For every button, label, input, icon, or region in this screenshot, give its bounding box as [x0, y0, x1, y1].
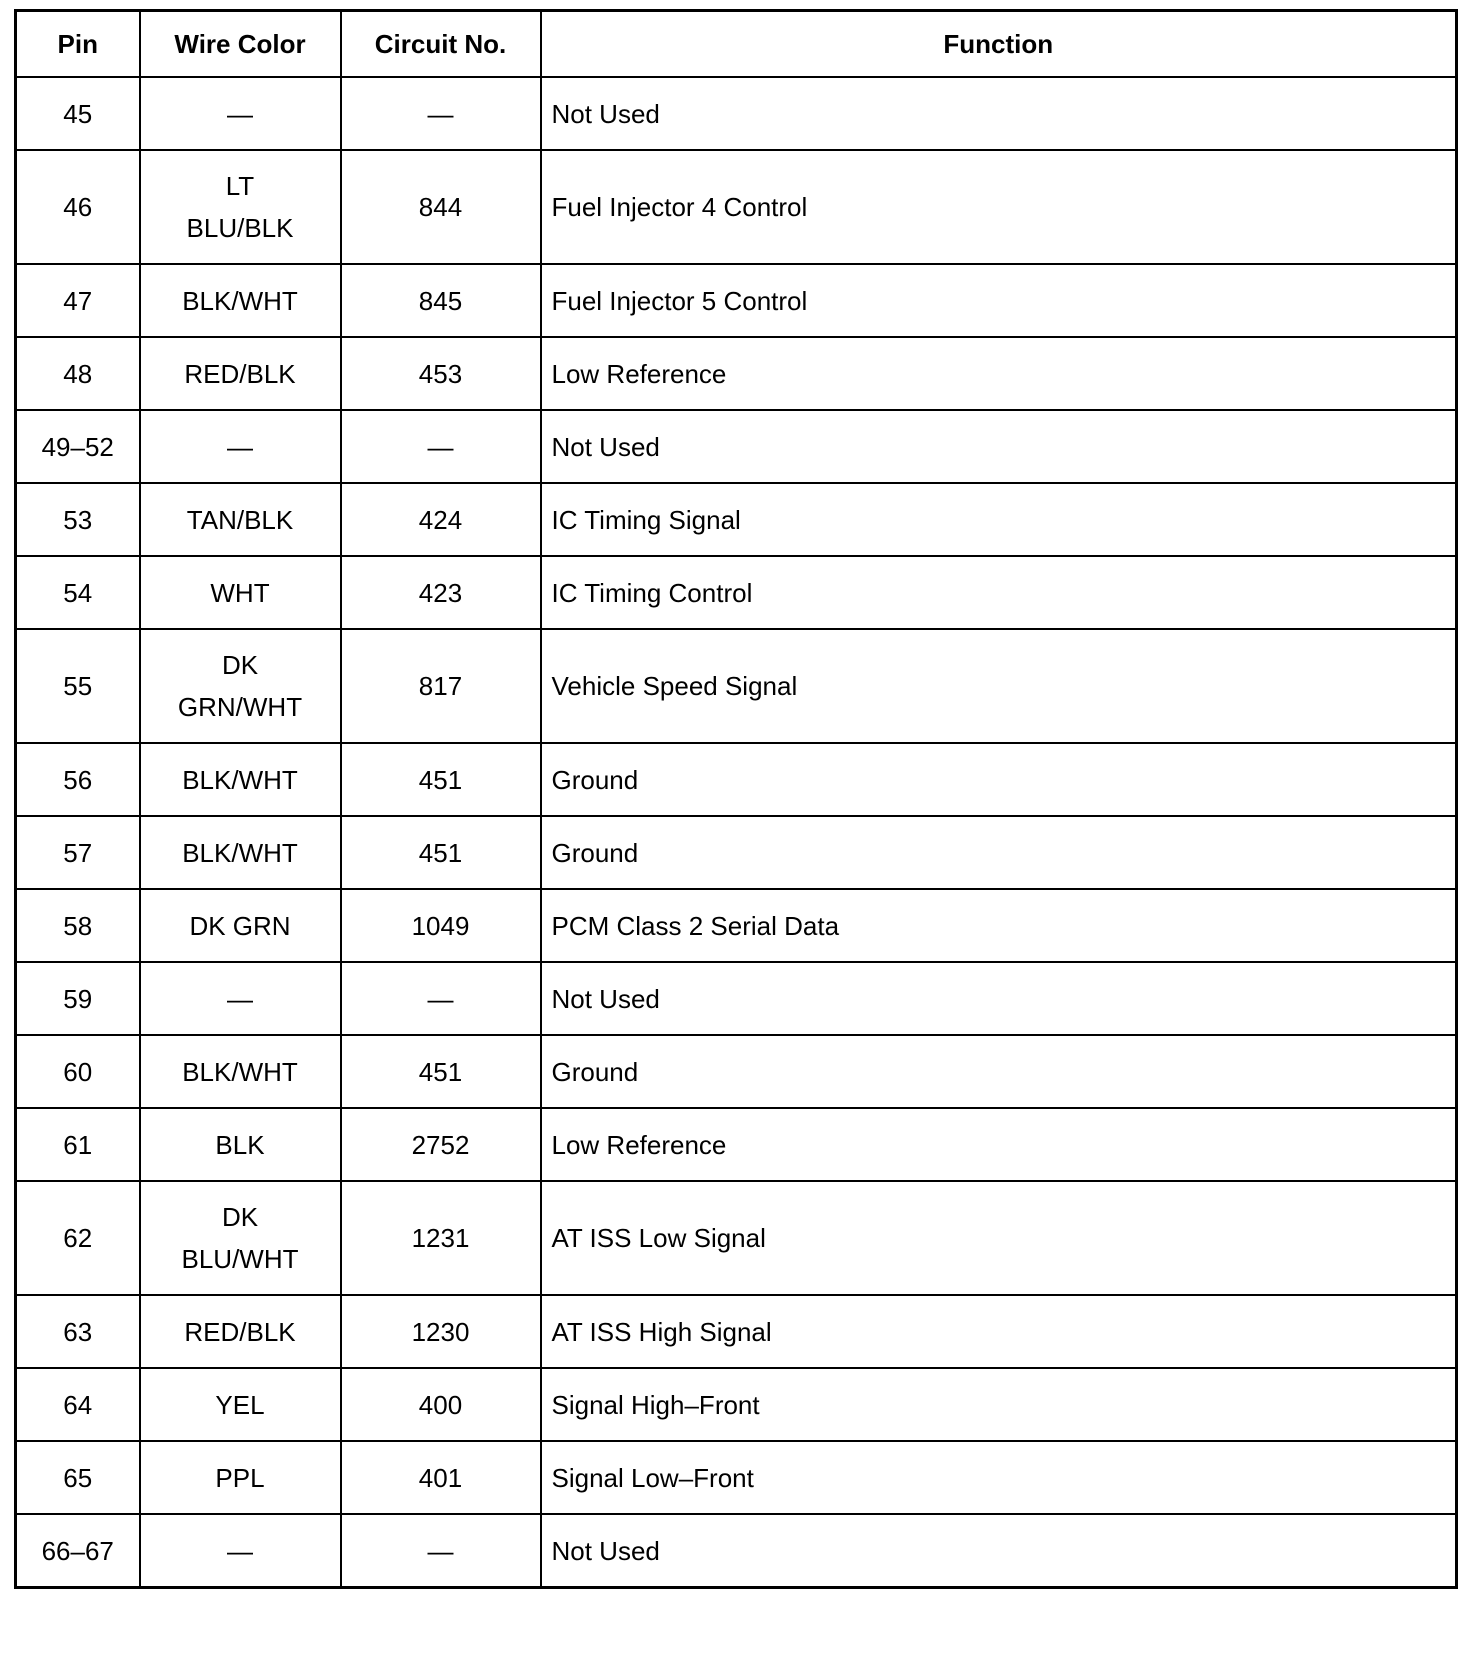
cell-pin: 53 — [16, 483, 140, 556]
cell-wire-color — [140, 743, 341, 816]
cell-function: Not Used — [541, 77, 1457, 150]
pin-table — [14, 9, 1458, 1589]
table-row — [16, 1181, 1457, 1295]
cell-function: PCM Class 2 Serial Data — [541, 889, 1457, 962]
cell-function: Ground — [541, 816, 1457, 889]
cell-function: Not Used — [541, 962, 1457, 1035]
cell-function: IC Timing Signal — [541, 483, 1457, 556]
cell-wire-color — [140, 1295, 341, 1368]
table-row — [16, 337, 1457, 410]
header-row — [16, 11, 1457, 78]
cell-pin: 57 — [16, 816, 140, 889]
cell-pin: 66–67 — [16, 1514, 140, 1588]
table-row — [16, 483, 1457, 556]
cell-function: Ground — [541, 743, 1457, 816]
cell-circuit-no: 1230 — [341, 1295, 541, 1368]
cell-function: Fuel Injector 4 Control — [541, 150, 1457, 264]
table-row — [16, 410, 1457, 483]
wire-color-line: — — [227, 1535, 253, 1566]
cell-pin: 45 — [16, 77, 140, 150]
cell-circuit-no: 844 — [341, 150, 541, 264]
header-wire-color: Wire Color — [140, 11, 341, 78]
cell-circuit-no: — — [341, 1514, 541, 1588]
cell-circuit-no: 451 — [341, 816, 541, 889]
wire-color-line: — — [227, 98, 253, 129]
cell-pin: 54 — [16, 556, 140, 629]
cell-function: Not Used — [541, 1514, 1457, 1588]
cell-function: Ground — [541, 1035, 1457, 1108]
table-row — [16, 77, 1457, 150]
cell-circuit-no: 424 — [341, 483, 541, 556]
cell-circuit-no: 2752 — [341, 1108, 541, 1181]
cell-wire-color — [140, 410, 341, 483]
wire-color-line: GRN/WHT — [177, 692, 303, 722]
cell-wire-color — [140, 1368, 341, 1441]
table-row — [16, 629, 1457, 743]
wire-color-line: BLK/WHT — [182, 285, 298, 316]
cell-pin: 55 — [16, 629, 140, 743]
wire-color-line: DK GRN — [189, 910, 291, 941]
cell-wire-color — [140, 1181, 341, 1295]
cell-pin: 56 — [16, 743, 140, 816]
table-row — [16, 889, 1457, 962]
cell-function: AT ISS High Signal — [541, 1295, 1457, 1368]
cell-circuit-no: 451 — [341, 743, 541, 816]
cell-pin: 59 — [16, 962, 140, 1035]
cell-pin: 60 — [16, 1035, 140, 1108]
cell-pin: 61 — [16, 1108, 140, 1181]
cell-pin: 58 — [16, 889, 140, 962]
cell-pin: 62 — [16, 1181, 140, 1295]
table-row — [16, 1108, 1457, 1181]
wire-color-line: WHT — [210, 577, 270, 608]
cell-function: Not Used — [541, 410, 1457, 483]
cell-circuit-no: 845 — [341, 264, 541, 337]
cell-circuit-no: 1049 — [341, 889, 541, 962]
table-row — [16, 816, 1457, 889]
cell-circuit-no: — — [341, 962, 541, 1035]
table-row — [16, 1295, 1457, 1368]
cell-function: IC Timing Control — [541, 556, 1457, 629]
cell-function: Signal Low–Front — [541, 1441, 1457, 1514]
header-pin: Pin — [16, 11, 140, 78]
cell-wire-color — [140, 889, 341, 962]
wire-color-line: BLU/WHT — [181, 1244, 299, 1274]
cell-pin: 46 — [16, 150, 140, 264]
cell-pin: 47 — [16, 264, 140, 337]
cell-pin: 65 — [16, 1441, 140, 1514]
header-circuit-no: Circuit No. — [341, 11, 541, 78]
wire-color-line: BLK/WHT — [182, 1056, 298, 1087]
table-header — [16, 11, 1457, 78]
table-body — [16, 77, 1457, 1588]
table-row — [16, 743, 1457, 816]
cell-wire-color — [140, 337, 341, 410]
wire-color-line: RED/BLK — [184, 1316, 296, 1347]
wire-color-line: — — [227, 983, 253, 1014]
cell-function: Low Reference — [541, 1108, 1457, 1181]
wire-color-line: BLK/WHT — [182, 764, 298, 795]
cell-wire-color — [140, 1108, 341, 1181]
wire-color-line: BLU/BLK — [186, 213, 294, 243]
table-row — [16, 1368, 1457, 1441]
wire-color-line: LT — [225, 171, 255, 201]
table-row — [16, 264, 1457, 337]
cell-wire-color — [140, 264, 341, 337]
wire-color-line: YEL — [215, 1389, 265, 1420]
cell-wire-color — [140, 816, 341, 889]
cell-circuit-no: 401 — [341, 1441, 541, 1514]
wire-color-line: BLK — [215, 1129, 265, 1160]
header-function: Function — [541, 11, 1457, 78]
cell-wire-color — [140, 629, 341, 743]
cell-wire-color — [140, 556, 341, 629]
cell-function: Vehicle Speed Signal — [541, 629, 1457, 743]
cell-circuit-no: — — [341, 77, 541, 150]
cell-wire-color — [140, 483, 341, 556]
cell-wire-color — [140, 150, 341, 264]
wire-color-line: DK — [221, 650, 259, 680]
cell-wire-color — [140, 1514, 341, 1588]
cell-circuit-no: 451 — [341, 1035, 541, 1108]
cell-circuit-no: 1231 — [341, 1181, 541, 1295]
cell-pin: 48 — [16, 337, 140, 410]
cell-circuit-no: — — [341, 410, 541, 483]
table-row — [16, 150, 1457, 264]
cell-pin: 63 — [16, 1295, 140, 1368]
table-row — [16, 962, 1457, 1035]
cell-circuit-no: 453 — [341, 337, 541, 410]
cell-circuit-no: 817 — [341, 629, 541, 743]
cell-wire-color — [140, 1441, 341, 1514]
cell-function: Fuel Injector 5 Control — [541, 264, 1457, 337]
cell-wire-color — [140, 1035, 341, 1108]
cell-circuit-no: 400 — [341, 1368, 541, 1441]
table-row — [16, 1035, 1457, 1108]
table-row — [16, 1514, 1457, 1588]
wire-color-line: — — [227, 431, 253, 462]
cell-wire-color — [140, 77, 341, 150]
table-row — [16, 556, 1457, 629]
cell-function: Signal High–Front — [541, 1368, 1457, 1441]
cell-function: AT ISS Low Signal — [541, 1181, 1457, 1295]
cell-circuit-no: 423 — [341, 556, 541, 629]
cell-function: Low Reference — [541, 337, 1457, 410]
cell-pin: 49–52 — [16, 410, 140, 483]
wire-color-line: PPL — [215, 1462, 265, 1493]
cell-pin: 64 — [16, 1368, 140, 1441]
table-row — [16, 1441, 1457, 1514]
wire-color-line: RED/BLK — [184, 358, 296, 389]
cell-wire-color — [140, 962, 341, 1035]
wire-color-line: DK — [221, 1202, 259, 1232]
wire-color-line: BLK/WHT — [182, 837, 298, 868]
wire-color-line: TAN/BLK — [186, 504, 294, 535]
